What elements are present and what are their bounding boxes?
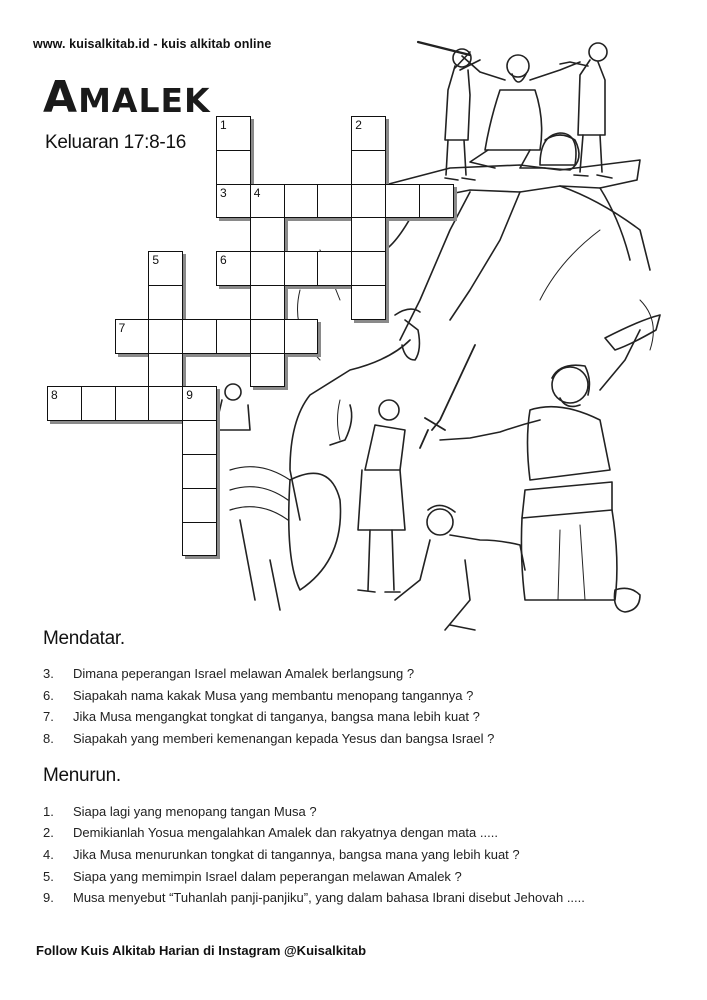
crossword-cell[interactable] — [182, 454, 217, 489]
crossword-cell[interactable] — [284, 184, 319, 219]
crossword-cell[interactable] — [250, 319, 285, 354]
crossword-cell[interactable] — [47, 386, 82, 421]
clue-down-9: 9. Musa menyebut “Tuhanlah panji-panjiku”, yang dalam bahasa Ibrani disebut Jehovah ..... — [43, 890, 585, 905]
clue-down-2: 2. Demikianlah Yosua mengalahkan Amalek dan rakyatnya dengan mata ..... — [43, 825, 498, 840]
crossword-cell[interactable] — [317, 184, 352, 219]
crossword-cell[interactable] — [216, 319, 251, 354]
crossword-cell[interactable] — [250, 217, 285, 252]
site-url: www. kuisalkitab.id - kuis alkitab online — [33, 37, 272, 51]
crossword-cell[interactable] — [115, 319, 150, 354]
crossword-cell[interactable] — [148, 251, 183, 286]
crossword-cell[interactable] — [250, 353, 285, 388]
crossword-cell[interactable] — [351, 150, 386, 185]
crossword-cell[interactable] — [216, 184, 251, 219]
crossword-cell[interactable] — [182, 420, 217, 455]
crossword-cell[interactable] — [182, 522, 217, 557]
clue-number: 8 — [51, 388, 58, 403]
clue-down-1: 1. Siapa lagi yang menopang tangan Musa ? — [43, 804, 317, 819]
crossword-cell[interactable] — [351, 285, 386, 320]
title-rest: MALEK — [78, 81, 211, 120]
crossword-cell[interactable] — [216, 251, 251, 286]
crossword-cell[interactable] — [148, 285, 183, 320]
clue-number: 1 — [220, 118, 227, 132]
clue-down-5: 5. Siapa yang memimpin Israel dalam peperangan melawan Amalek ? — [43, 869, 462, 884]
crossword-cell[interactable] — [182, 488, 217, 523]
clue-across-8: 8. Siapakah yang memberi kemenangan kepada Yesus dan bangsa Israel ? — [43, 731, 495, 746]
clue-number: 3 — [220, 185, 227, 200]
crossword-cell[interactable] — [284, 251, 319, 286]
scripture-reference: Keluaran 17:8-16 — [45, 132, 186, 153]
crossword-cell[interactable] — [115, 386, 150, 421]
footer-instagram: Follow Kuis Alkitab Harian di Instagram @Kuisalkitab — [36, 943, 367, 958]
crossword-cell[interactable] — [284, 319, 319, 354]
down-heading: Menurun. — [43, 765, 121, 786]
across-heading: Mendatar. — [43, 628, 125, 649]
clue-number: 2 — [355, 118, 362, 132]
crossword-cell[interactable] — [148, 319, 183, 354]
clue-down-4: 4. Jika Musa menurunkan tongkat di tangannya, bangsa mana yang lebih kuat ? — [43, 847, 520, 862]
crossword-cell[interactable] — [148, 386, 183, 421]
clue-number: 9 — [186, 388, 193, 403]
clue-number: 7 — [118, 320, 126, 335]
crossword-cell[interactable] — [216, 150, 251, 185]
crossword-cell[interactable] — [351, 184, 386, 219]
crossword-cell[interactable] — [182, 386, 217, 421]
crossword-cell[interactable] — [250, 184, 285, 219]
crossword-cell[interactable] — [81, 386, 116, 421]
clue-across-7: 7. Jika Musa mengangkat tongkat di tanganya, bangsa mana lebih kuat ? — [43, 709, 480, 724]
clue-number: 5 — [152, 253, 160, 268]
crossword-cell[interactable] — [250, 251, 285, 286]
crossword-cell[interactable] — [385, 184, 420, 219]
crossword-cell[interactable] — [317, 251, 352, 286]
clue-number: 4 — [253, 185, 261, 200]
crossword-cell[interactable] — [250, 285, 285, 320]
crossword-cell[interactable] — [351, 217, 386, 252]
crossword-cell[interactable] — [419, 184, 454, 219]
crossword-cell[interactable] — [351, 251, 386, 286]
crossword-cell[interactable] — [216, 116, 251, 151]
clue-across-3: 3. Dimana peperangan Israel melawan Amalek berlangsung ? — [43, 666, 415, 681]
title-initial: A — [43, 72, 79, 123]
clue-across-6: 6. Siapakah nama kakak Musa yang membantu menopang tangannya ? — [43, 688, 474, 703]
crossword-cell[interactable] — [182, 319, 217, 354]
crossword-cell[interactable] — [351, 116, 386, 151]
clue-number: 6 — [220, 253, 227, 268]
crossword-cell[interactable] — [148, 353, 183, 388]
